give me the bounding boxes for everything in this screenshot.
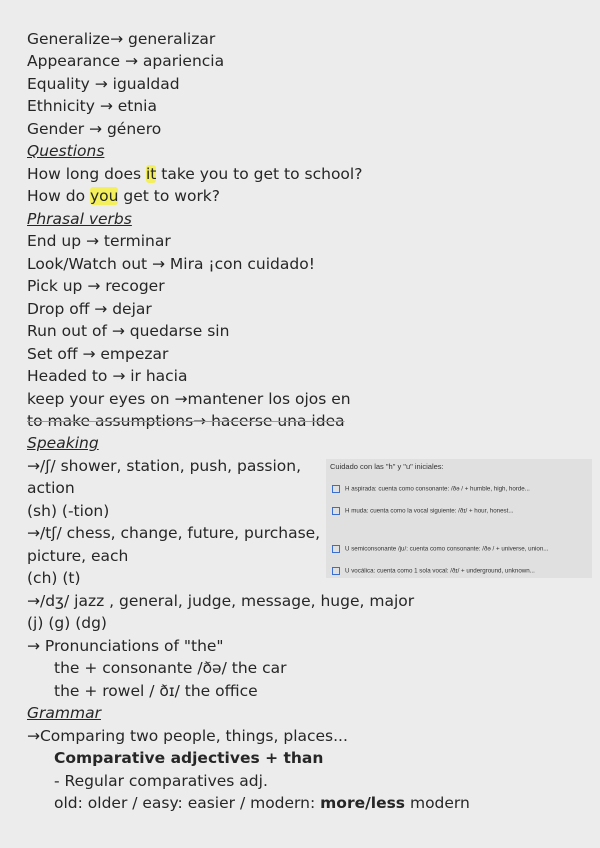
question-2-highlight: you <box>90 187 119 205</box>
question-line-1 <box>27 163 362 185</box>
checkbox-icon <box>332 567 340 575</box>
vocab-line-3: Equality → igualdad <box>27 75 180 93</box>
note-row-3 <box>332 545 548 553</box>
grammar-examples-after: modern <box>405 794 470 812</box>
grammar-heading: Grammar <box>27 704 101 722</box>
speaking-sub-2: the + rowel / ðɪ/ the office <box>54 682 258 700</box>
phrasal-item-8: keep your eyes on →mantener los ojos en <box>27 390 351 408</box>
speaking-line-5: picture, each <box>27 547 129 565</box>
checkbox-icon <box>332 507 340 515</box>
note-row-1-text: H aspirada: cuenta como consonante: /ðə / + humble, high, horde... <box>345 485 530 493</box>
grammar-examples <box>54 792 470 814</box>
speaking-line-4: →/tʃ/ chess, change, future, purchase, <box>27 524 321 542</box>
speaking-line-6: (ch) (t) <box>27 569 81 587</box>
vocab-line-5: Gender → género <box>27 120 162 138</box>
phrasal-item-struck: to make assumptions→ hacerse una idea <box>27 412 345 430</box>
speaking-sub-1: the + consonante /ðə/ the car <box>54 659 287 677</box>
grammar-examples-before: old: older / easy: easier / modern: <box>54 794 321 812</box>
grammar-intro: →Comparing two people, things, places... <box>27 727 348 745</box>
phrasal-item-2: Look/Watch out → Mira ¡con cuidado! <box>27 255 315 273</box>
question-2-after: get to work? <box>118 187 221 205</box>
phrasal-verbs-heading: Phrasal verbs <box>27 210 132 228</box>
checkbox-icon <box>332 545 340 553</box>
question-1-highlight: it <box>145 165 157 183</box>
vocab-line-4: Ethnicity → etnia <box>27 97 157 115</box>
speaking-line-1: →/ʃ/ shower, station, push, passion, <box>27 457 302 475</box>
questions-heading: Questions <box>27 142 105 160</box>
speaking-line-9: → Pronunciations of "the" <box>27 637 224 655</box>
question-1-after: take you to get to school? <box>156 165 363 183</box>
phrasal-item-5: Run out of → quedarse sin <box>27 322 230 340</box>
note-row-4-text: U vocálica: cuenta como 1 sola vocal: /ðɪ/ + underground, unknown... <box>345 567 535 575</box>
note-title: Cuidado con las "h" y "u" iniciales: <box>330 462 444 471</box>
note-row-1 <box>332 485 530 493</box>
phrasal-item-1: End up → terminar <box>27 232 171 250</box>
vocab-line-2: Appearance → apariencia <box>27 52 225 70</box>
question-line-2 <box>27 185 220 207</box>
checkbox-icon <box>332 485 340 493</box>
note-row-2-text: H muda: cuenta como la vocal siguiente: /ðɪ/ + hour, honest... <box>345 507 514 515</box>
grammar-regular: - Regular comparatives adj. <box>54 772 268 790</box>
phrasal-item-4: Drop off → dejar <box>27 300 152 318</box>
speaking-line-3: (sh) (-tion) <box>27 502 110 520</box>
question-2-before: How do <box>27 187 90 205</box>
speaking-line-7: →/dʒ/ jazz , general, judge, message, huge, major <box>27 592 415 610</box>
note-row-2 <box>332 507 514 515</box>
question-1-before: How long does <box>27 165 146 183</box>
vocab-line-1: Generalize→ generalizar <box>27 30 216 48</box>
pronunciation-note-image <box>326 459 592 578</box>
note-row-3-text: U semiconsonante /ju/: cuenta como consonante: /ðə / + universe, union... <box>345 545 549 553</box>
grammar-comparative-rule: Comparative adjectives + than <box>54 749 324 767</box>
phrasal-item-7: Headed to → ir hacia <box>27 367 188 385</box>
phrasal-item-3: Pick up → recoger <box>27 277 165 295</box>
phrasal-item-6: Set off → empezar <box>27 345 169 363</box>
speaking-line-8: (j) (g) (dg) <box>27 614 107 632</box>
note-row-4 <box>332 567 535 575</box>
speaking-heading: Speaking <box>27 434 99 452</box>
grammar-examples-bold: more/less <box>320 794 406 812</box>
speaking-line-2: action <box>27 479 75 497</box>
